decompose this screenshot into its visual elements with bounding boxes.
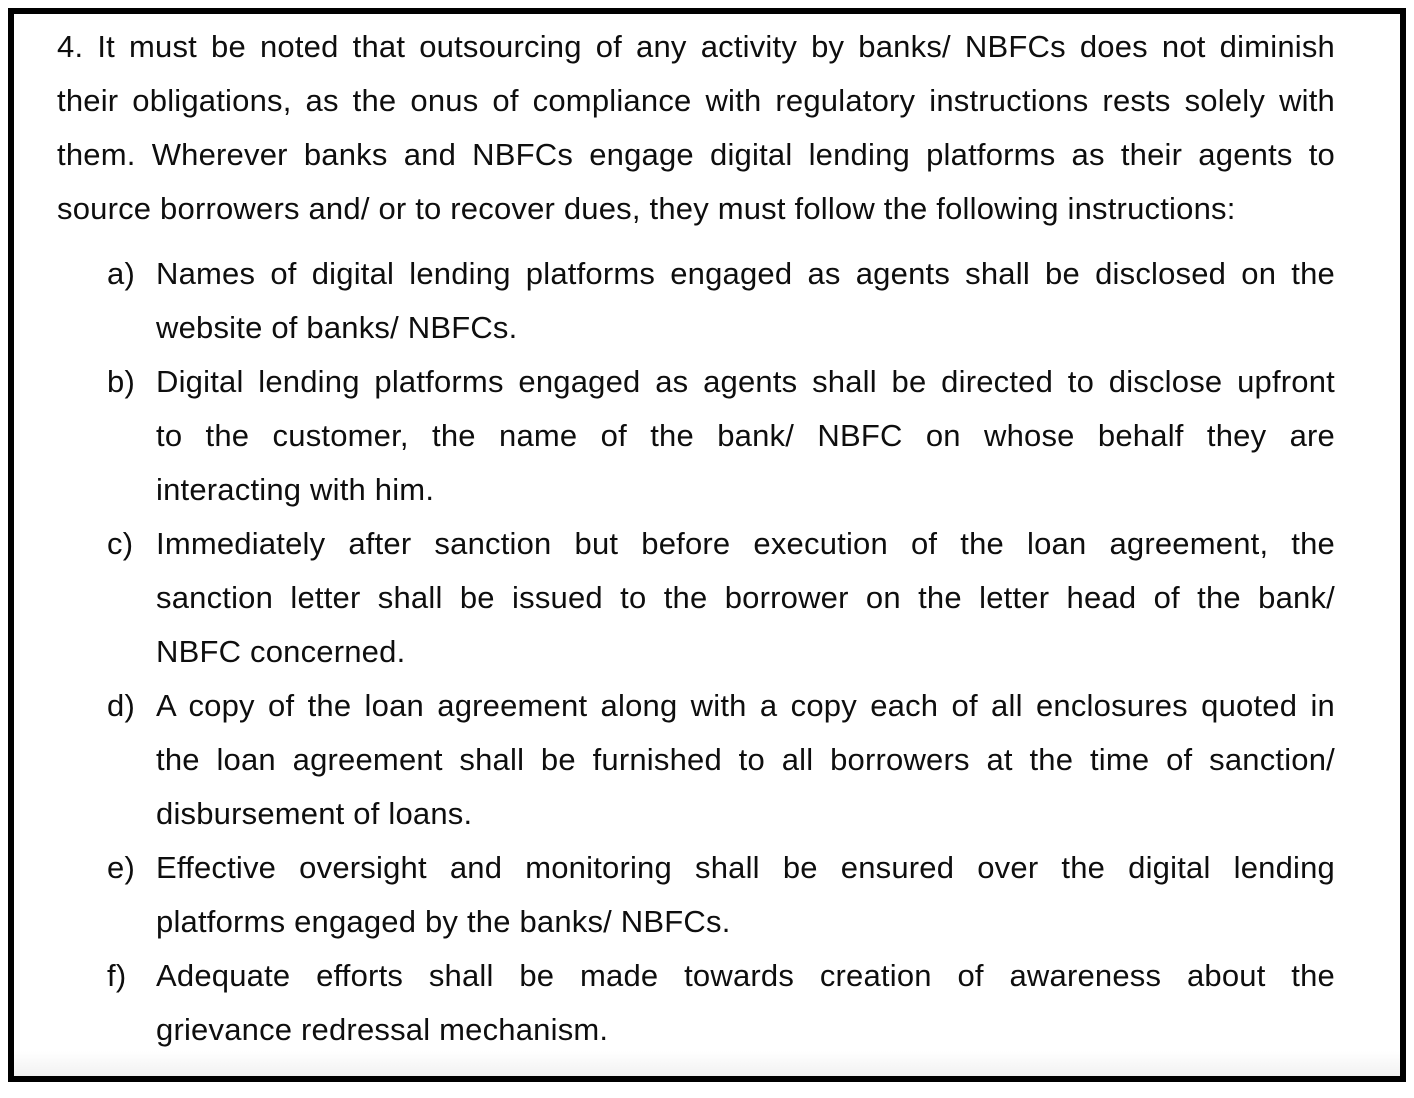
text-line: NBFC concerned. xyxy=(156,634,406,669)
list-item-label: d) xyxy=(107,688,135,723)
text-line: A copy of the loan agreement along with a copy each of all enclosures quoted in xyxy=(156,688,1335,723)
list-item-label: f) xyxy=(107,958,127,993)
list-item-c xyxy=(107,517,1335,679)
list-item-text xyxy=(156,949,1335,1057)
text-line: Adequate efforts shall be made towards creation of awareness about the xyxy=(156,958,1335,993)
text-line: disbursement of loans. xyxy=(156,796,473,831)
list-item-label: e) xyxy=(107,850,135,885)
list-item-f xyxy=(107,949,1335,1057)
list-item-text xyxy=(156,517,1335,679)
instruction-list xyxy=(57,247,1335,1057)
list-item-text xyxy=(156,679,1335,841)
list-item-label: a) xyxy=(107,256,135,291)
text-line: Digital lending platforms engaged as agents shall be directed to disclose upfront xyxy=(156,364,1335,399)
list-item-label: b) xyxy=(107,364,135,399)
document-content xyxy=(14,14,1400,1057)
list-item-text xyxy=(156,841,1335,949)
list-item-text xyxy=(156,355,1335,517)
list-item-text xyxy=(156,247,1335,355)
text-line: the loan agreement shall be furnished to all borrowers at the time of sanction/ xyxy=(156,742,1335,777)
list-item-d xyxy=(107,679,1335,841)
list-item-e xyxy=(107,841,1335,949)
text-line: platforms engaged by the banks/ NBFCs. xyxy=(156,904,731,939)
text-line: grievance redressal mechanism. xyxy=(156,1012,609,1047)
text-line: Effective oversight and monitoring shall be ensured over the digital lending xyxy=(156,850,1335,885)
intro-line-4: source borrowers and/ or to recover dues, they must follow the following instructions: xyxy=(57,191,1236,226)
list-item-b xyxy=(107,355,1335,517)
list-item-label: c) xyxy=(107,526,134,561)
text-line: website of banks/ NBFCs. xyxy=(156,310,518,345)
text-line: to the customer, the name of the bank/ NBFC on whose behalf they are xyxy=(156,418,1335,453)
text-line: Names of digital lending platforms engaged as agents shall be disclosed on the xyxy=(156,256,1335,291)
intro-line-2: their obligations, as the onus of compliance with regulatory instructions rests solely with xyxy=(57,83,1335,118)
intro-line-1: 4. It must be noted that outsourcing of any activity by banks/ NBFCs does not diminish xyxy=(57,29,1335,64)
text-line: Immediately after sanction but before execution of the loan agreement, the xyxy=(156,526,1335,561)
intro-paragraph xyxy=(57,20,1335,236)
text-line: interacting with him. xyxy=(156,472,435,507)
intro-line-3: them. Wherever banks and NBFCs engage digital lending platforms as their agents to xyxy=(57,137,1335,172)
list-item-a xyxy=(107,247,1335,355)
text-line: sanction letter shall be issued to the borrower on the letter head of the bank/ xyxy=(156,580,1335,615)
document-page xyxy=(8,8,1406,1082)
